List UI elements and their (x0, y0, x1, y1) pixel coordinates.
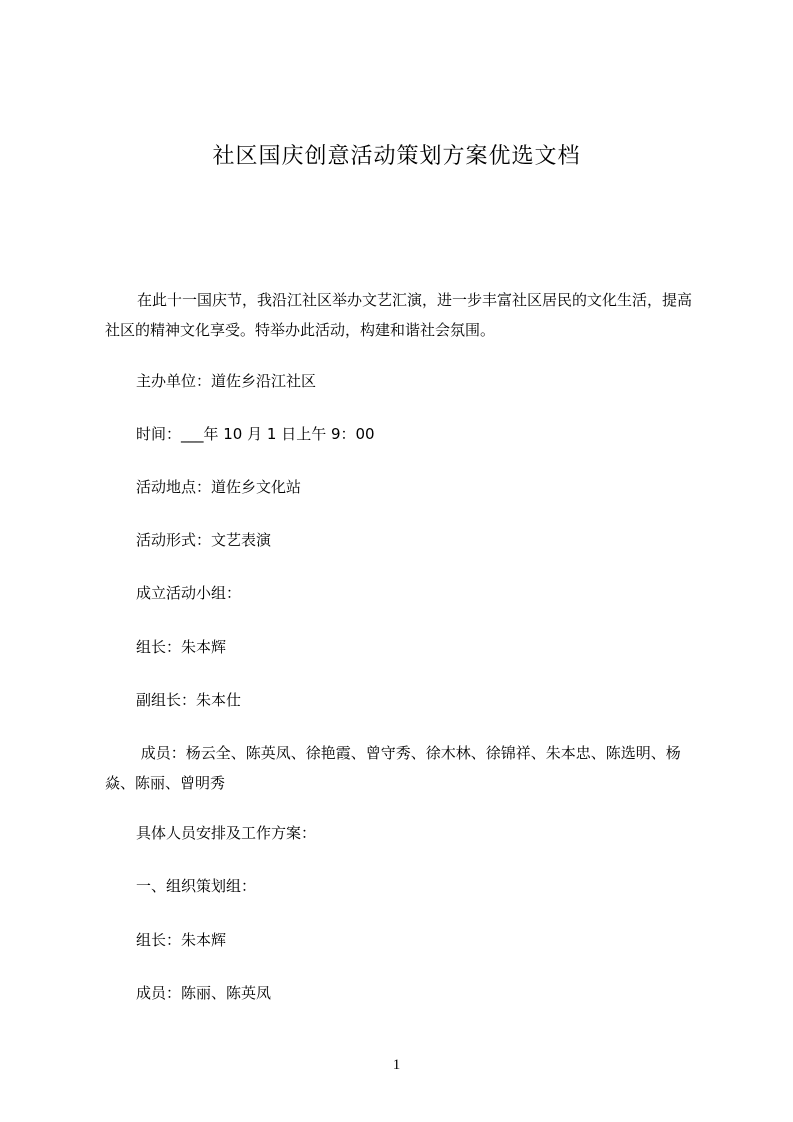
leader-line: 组长：朱本辉 (136, 638, 227, 656)
intro-paragraph: 在此十一国庆节，我沿江社区举办文艺汇演，进一步丰富社区居民的文化生活，提高社区的精神文化享受。特举办此活动，构建和谐社会氛围。 (105, 291, 693, 339)
page-number: 1 (392, 1057, 401, 1073)
arrangement-heading: 具体人员安排及工作方案： (136, 824, 317, 842)
members-paragraph: 成员：杨云全、陈英凤、徐艳霞、曾守秀、徐木林、徐锦祥、朱本忠、陈选明、杨焱、陈丽、曾明秀 (105, 744, 681, 792)
group-heading: 成立活动小组： (136, 584, 242, 602)
section1-members-line: 成员：陈丽、陈英凤 (136, 984, 272, 1002)
section1-heading: 一、组织策划组： (136, 877, 257, 895)
organizer-line: 主办单位：道佐乡沿江社区 (136, 372, 317, 390)
location-line: 活动地点：道佐乡文化站 (136, 478, 302, 496)
section1-leader-line: 组长：朱本辉 (136, 931, 227, 949)
deputy-leader-line: 副组长：朱本仕 (136, 691, 242, 709)
time-line: 时间：___年 10 月 1 日上午 9：00 (136, 425, 375, 443)
form-line: 活动形式：文艺表演 (136, 531, 272, 549)
document-title: 社区国庆创意活动策划方案优选文档 (212, 144, 581, 169)
